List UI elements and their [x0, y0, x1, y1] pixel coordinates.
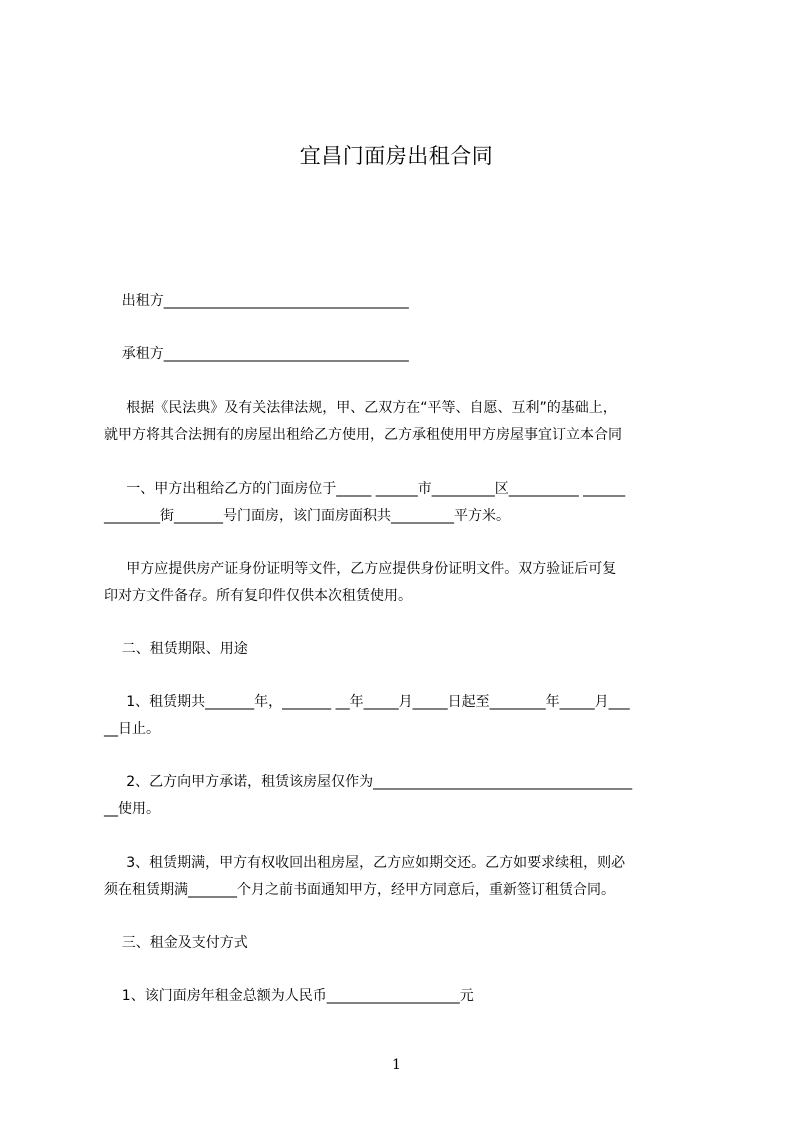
documents-line-1: 甲方应提供房产证身份证明等文件，乙方应提供身份证明文件。双方验证后可复 — [104, 561, 617, 577]
use-item-line-2: __使用。 — [104, 801, 160, 817]
use-item-line-1: 2、乙方向甲方承诺，租赁该房屋仅作为_____________________________________ — [104, 774, 633, 790]
clause-1-line-1: 一、甲方出租给乙方的门面房位于_____ ______市_________区__________ ______ — [104, 481, 626, 497]
intro-line-1: 根据《民法典》及有关法律法规，甲、乙双方在“平等、自愿、互利”的基础上， — [104, 400, 617, 416]
section-3-heading: 三、租金及支付方式 — [104, 935, 248, 951]
document-title: 宜昌门面房出租合同 — [299, 144, 494, 168]
documents-line-2: 印对方文件备存。所有复印件仅供本次租赁使用。 — [104, 588, 412, 604]
lessor-line: 出租方___________________________________ — [104, 293, 409, 309]
renewal-item-line-2: 须在租赁期满_______个月之前书面通知甲方，经甲方同意后，重新签订租赁合同。 — [104, 882, 615, 898]
rent-item-line: 1、该门面房年租金总额为人民币___________________元 — [104, 988, 474, 1004]
renewal-item-line-1: 3、租赁期满，甲方有权收回出租房屋，乙方应如期交还。乙方如要求续租，则必 — [104, 855, 626, 871]
clause-1-line-2: ________街_______号门面房，该门面房面积共_________平方米。 — [104, 508, 510, 524]
page-number: 1 — [392, 1057, 401, 1073]
term-item-line-1: 1、租赁期共_______年，_______ __年_____月_____日起至________年_____月___ — [104, 694, 630, 710]
section-2-heading: 二、租赁期限、用途 — [104, 641, 248, 657]
lessee-line: 承租方___________________________________ — [104, 346, 409, 362]
term-item-line-2: __日止。 — [104, 721, 160, 737]
intro-line-2: 就甲方将其合法拥有的房屋出租给乙方使用，乙方承租使用甲方房屋事宜订立本合同 — [104, 427, 622, 443]
